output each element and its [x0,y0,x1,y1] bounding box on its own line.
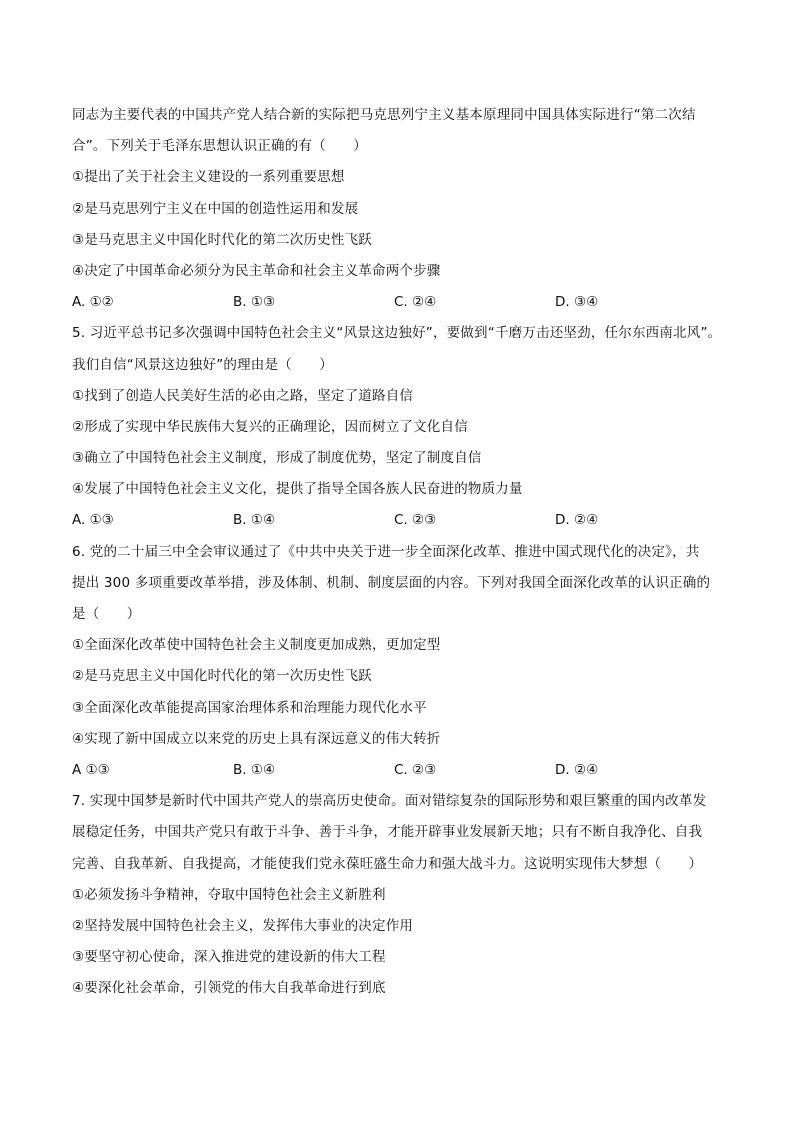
question-stem-line: 展稳定任务，中国共产党只有敢于斗争、善于斗争，才能开辟事业发展新天地；只有不断自我净化、自我 [72,824,703,841]
question-stem-line: 我们自信“风景这边独好”的理由是（ ） [72,356,333,373]
page-content [72,100,728,1004]
option-c: C. ②④ [394,294,437,311]
option-a: A. ①③ [72,512,114,529]
option-b: B. ①③ [233,294,276,311]
statement: ③是马克思主义中国化时代化的第二次历史性飞跃 [72,231,373,248]
statement: ③要坚守初心使命，深入推进党的建设新的伟大工程 [72,949,386,966]
statement: ④要深化社会革命，引领党的伟大自我革命进行到底 [72,980,386,997]
statement: ②坚持发展中国特色社会主义，发挥伟大事业的决定作用 [72,917,414,934]
question-5 [72,318,728,536]
option-a: A ①③ [72,761,110,778]
option-b: B. ①④ [233,512,276,529]
statement: ①提出了关于社会主义建设的一系列重要思想 [72,169,345,186]
answer-options [72,287,728,318]
answer-options [72,755,728,786]
statement: ①找到了创造人民美好生活的必由之路，坚定了道路自信 [72,387,414,404]
question-stem-line: 同志为主要代表的中国共产党人结合新的实际把马克思列宁主义基本原理同中国具体实际进行“第二次结 [72,107,696,123]
question-stem-line: 5. 习近平总书记多次强调中国特色社会主义“风景这边独好”，要做到“千磨万击还坚劲，任尔东西南北风”。 [72,325,722,342]
option-b: B. ①④ [233,761,276,778]
option-d: D. ③④ [555,294,599,311]
question-4 [72,100,728,318]
statement: ②是马克思主义中国化时代化的第一次历史性飞跃 [72,668,373,685]
option-c: C. ②③ [394,761,437,778]
question-stem-line: 完善、自我革新、自我提高，才能使我们党永葆旺盛生命力和强大战斗力。这说明实现伟大梦想（ ） [72,855,703,872]
question-stem-line: 7. 实现中国梦是新时代中国共产党人的崇高历史使命。面对错综复杂的国际形势和艰巨繁重的国内改革发 [72,793,707,810]
statement: ④决定了中国革命必须分为民主革命和社会主义革命两个步骤 [72,262,441,279]
statement: ③全面深化改革能提高国家治理体系和治理能力现代化水平 [72,699,427,716]
statement: ②形成了实现中华民族伟大复兴的正确理论，因而树立了文化自信 [72,418,468,435]
statement: ①全面深化改革使中国特色社会主义制度更加成熟，更加定型 [72,637,441,654]
question-6 [72,537,728,787]
question-7 [72,786,728,1004]
question-stem-line: 提出 300 多项重要改革举措，涉及体制、机制、制度层面的内容。下列对我国全面深化改革的认识正确的 [72,574,711,591]
option-c: C. ②③ [394,512,437,529]
statement: ④实现了新中国成立以来党的历史上具有深远意义的伟大转折 [72,730,441,747]
statement: ③确立了中国特色社会主义制度，形成了制度优势，坚定了制度自信 [72,450,482,467]
statement: ②是马克思列宁主义在中国的创造性运用和发展 [72,200,359,217]
statement: ①必须发扬斗争精神，夺取中国特色社会主义新胜利 [72,886,386,903]
question-stem-line: 合”。下列关于毛泽东思想认识正确的有（ ） [72,138,367,155]
question-stem-line: 6. 党的二十届三中全会审议通过了《中共中央关于进一步全面深化改革、推进中国式现代化的决定》，共 [72,543,700,560]
option-d: D. ②④ [555,512,599,529]
statement: ④发展了中国特色社会主义文化，提供了指导全国各族人民奋进的物质力量 [72,481,523,498]
answer-options [72,505,728,536]
question-stem-line: 是（ ） [72,606,141,622]
option-d: D. ②④ [555,761,599,778]
option-a: A. ①② [72,294,114,311]
